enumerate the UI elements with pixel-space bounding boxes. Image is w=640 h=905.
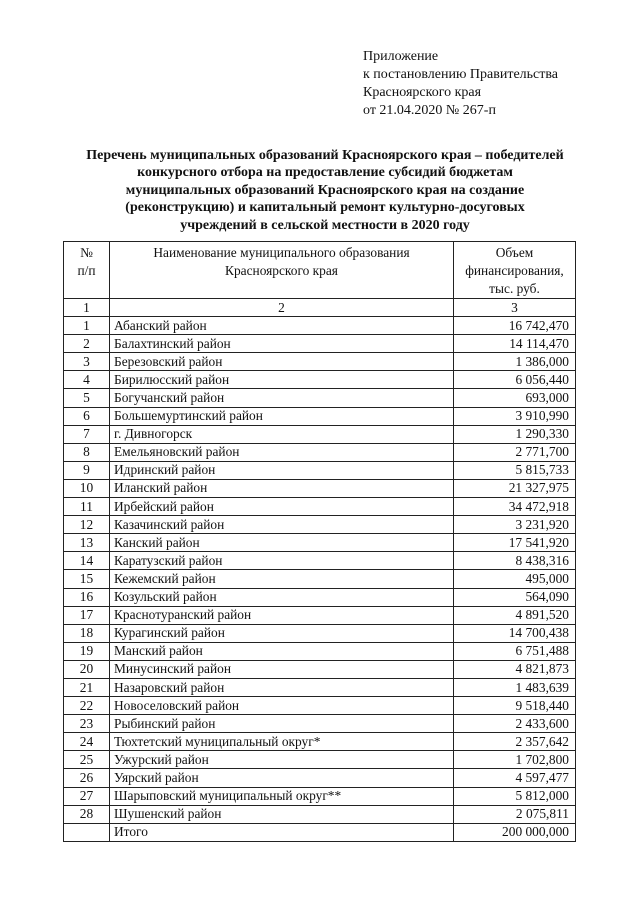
funding-amount: 9 518,440: [454, 697, 576, 715]
municipality-name: Большемуртинский район: [110, 407, 454, 425]
table-row: [64, 678, 576, 696]
funding-amount: 5 815,733: [454, 461, 576, 479]
row-number: 14: [64, 552, 110, 570]
table-row: [64, 606, 576, 624]
row-number: 24: [64, 733, 110, 751]
municipality-name: Богучанский район: [110, 389, 454, 407]
table-row: [64, 588, 576, 606]
table-row: [64, 642, 576, 660]
table-row: [64, 534, 576, 552]
table-row: [64, 805, 576, 823]
funding-amount: 2 771,700: [454, 443, 576, 461]
row-number: 12: [64, 516, 110, 534]
municipality-name: Ирбейский район: [110, 498, 454, 516]
row-number: [64, 823, 110, 841]
table-row: [64, 624, 576, 642]
row-number: 25: [64, 751, 110, 769]
municipality-name: Абанский район: [110, 317, 454, 335]
funding-amount: 21 327,975: [454, 479, 576, 497]
header-amount: [454, 242, 576, 299]
appendix-date-line: от 21.04.2020 № 267-п: [363, 103, 496, 118]
table-row: [64, 697, 576, 715]
header-text: Наименование муниципального образования: [153, 245, 410, 260]
row-number: 1: [64, 317, 110, 335]
table-row: [64, 751, 576, 769]
table-row: [64, 353, 576, 371]
municipality-name: Ужурский район: [110, 751, 454, 769]
row-number: 28: [64, 805, 110, 823]
municipality-name: Канский район: [110, 534, 454, 552]
table-row: [64, 733, 576, 751]
funding-amount: 1 386,000: [454, 353, 576, 371]
row-number: 7: [64, 425, 110, 443]
municipality-name: Назаровский район: [110, 678, 454, 696]
table-row: [64, 769, 576, 787]
row-number: 11: [64, 498, 110, 516]
funding-amount: 16 742,470: [454, 317, 576, 335]
title-line: учреждений в сельской местности в 2020 году: [180, 217, 470, 233]
funding-amount: 17 541,920: [454, 534, 576, 552]
row-number: 13: [64, 534, 110, 552]
header-number: [64, 242, 110, 299]
row-number: 8: [64, 443, 110, 461]
table-header-row: [64, 242, 576, 299]
table-row: [64, 516, 576, 534]
funding-amount: 6 751,488: [454, 642, 576, 660]
municipality-name: Казачинский район: [110, 516, 454, 534]
municipality-name: Уярский район: [110, 769, 454, 787]
funding-amount: 6 056,440: [454, 371, 576, 389]
header-text: тыс. руб.: [489, 281, 540, 296]
row-number: 18: [64, 624, 110, 642]
funding-amount: 1 290,330: [454, 425, 576, 443]
municipality-name: Манский район: [110, 642, 454, 660]
header-text: финансирования,: [465, 263, 564, 278]
table-row: [64, 335, 576, 353]
municipality-name: г. Дивногорск: [110, 425, 454, 443]
total-row: [64, 823, 576, 841]
appendix-line: Приложение: [363, 49, 439, 64]
table-row: [64, 715, 576, 733]
table-row: [64, 317, 576, 335]
municipality-name: Шарыповский муниципальный округ**: [110, 787, 454, 805]
municipality-name: Балахтинский район: [110, 335, 454, 353]
title-line: конкурсного отбора на предоставление субсидий бюджетам: [137, 165, 513, 181]
municipality-name: Бирилюсский район: [110, 371, 454, 389]
row-number: 2: [64, 335, 110, 353]
document-title: [60, 147, 590, 234]
table-row: [64, 570, 576, 588]
row-number: 16: [64, 588, 110, 606]
row-number: 17: [64, 606, 110, 624]
funding-amount: 4 821,873: [454, 660, 576, 678]
column-index: 3: [454, 299, 576, 317]
header-text: №: [80, 245, 93, 260]
table-row: [64, 389, 576, 407]
funding-amount: 2 357,642: [454, 733, 576, 751]
municipality-name: Шушенский район: [110, 805, 454, 823]
funding-amount: 495,000: [454, 570, 576, 588]
table-row: [64, 787, 576, 805]
row-number: 15: [64, 570, 110, 588]
appendix-line: Красноярского края: [363, 85, 482, 100]
funding-amount: 14 700,438: [454, 624, 576, 642]
column-index: 1: [64, 299, 110, 317]
row-number: 4: [64, 371, 110, 389]
funding-amount: 14 114,470: [454, 335, 576, 353]
appendix-block: [363, 48, 558, 120]
funding-amount: 5 812,000: [454, 787, 576, 805]
funding-amount: 200 000,000: [454, 823, 576, 841]
municipality-name: Краснотуранский район: [110, 606, 454, 624]
row-number: 10: [64, 479, 110, 497]
row-number: 26: [64, 769, 110, 787]
header-text: п/п: [77, 263, 96, 278]
row-number: 27: [64, 787, 110, 805]
table-row: [64, 443, 576, 461]
table-row: [64, 660, 576, 678]
municipality-name: Кежемский район: [110, 570, 454, 588]
municipality-name: Минусинский район: [110, 660, 454, 678]
row-number: 6: [64, 407, 110, 425]
municipalities-table: [63, 241, 576, 842]
row-number: 3: [64, 353, 110, 371]
municipality-name: Емельяновский район: [110, 443, 454, 461]
municipality-name: Итого: [110, 823, 454, 841]
funding-amount: 2 433,600: [454, 715, 576, 733]
column-index: 2: [110, 299, 454, 317]
municipality-name: Идринский район: [110, 461, 454, 479]
funding-amount: 3 910,990: [454, 407, 576, 425]
funding-amount: 4 597,477: [454, 769, 576, 787]
municipality-name: Курагинский район: [110, 624, 454, 642]
row-number: 19: [64, 642, 110, 660]
funding-amount: 693,000: [454, 389, 576, 407]
appendix-line: к постановлению Правительства: [363, 67, 559, 82]
header-name: [110, 242, 454, 299]
funding-amount: 34 472,918: [454, 498, 576, 516]
funding-amount: 1 702,800: [454, 751, 576, 769]
funding-amount: 3 231,920: [454, 516, 576, 534]
funding-amount: 2 075,811: [454, 805, 576, 823]
municipality-name: Новоселовский район: [110, 697, 454, 715]
funding-amount: 564,090: [454, 588, 576, 606]
municipality-name: Иланский район: [110, 479, 454, 497]
municipality-name: Каратузский район: [110, 552, 454, 570]
row-number: 23: [64, 715, 110, 733]
funding-amount: 4 891,520: [454, 606, 576, 624]
table-row: [64, 552, 576, 570]
municipality-name: Березовский район: [110, 353, 454, 371]
table-row: [64, 498, 576, 516]
funding-amount: 8 438,316: [454, 552, 576, 570]
municipality-name: Козульский район: [110, 588, 454, 606]
municipality-name: Тюхтетский муниципальный округ*: [110, 733, 454, 751]
row-number: 22: [64, 697, 110, 715]
row-number: 20: [64, 660, 110, 678]
table-row: [64, 479, 576, 497]
table-row: [64, 407, 576, 425]
table-row: [64, 461, 576, 479]
title-line: муниципальных образований Красноярского края на создание: [125, 182, 525, 198]
title-line: Перечень муниципальных образований Красноярского края – победителей: [86, 148, 564, 163]
row-number: 5: [64, 389, 110, 407]
header-text: Красноярского края: [225, 263, 338, 278]
row-number: 9: [64, 461, 110, 479]
table-row: [64, 371, 576, 389]
table-row: [64, 425, 576, 443]
header-text: Объем: [495, 245, 534, 260]
municipality-name: Рыбинский район: [110, 715, 454, 733]
column-index-row: [64, 299, 576, 317]
funding-amount: 1 483,639: [454, 678, 576, 696]
title-line: (реконструкцию) и капитальный ремонт культурно-досуговых: [125, 200, 525, 216]
row-number: 21: [64, 678, 110, 696]
